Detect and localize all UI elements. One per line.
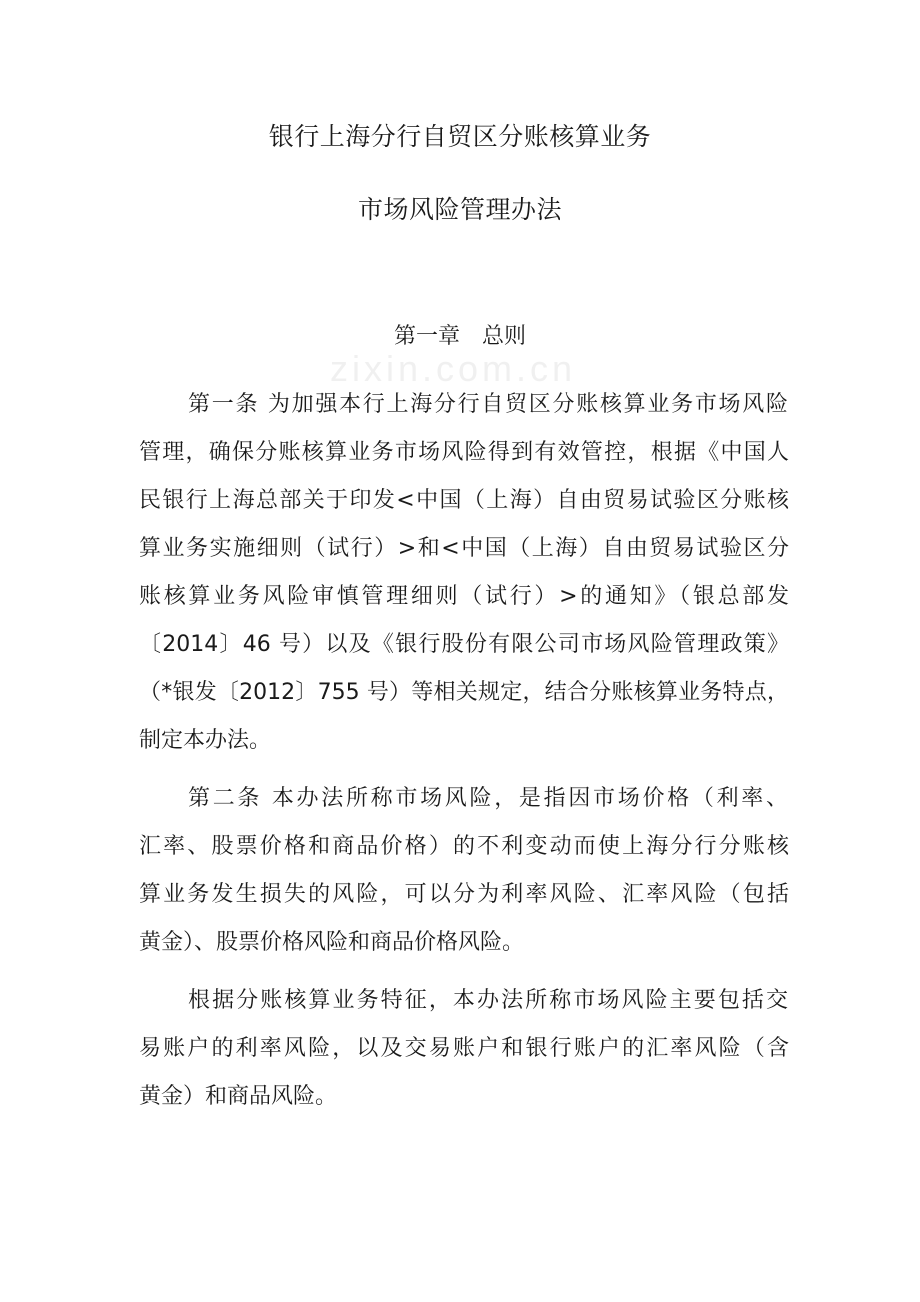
- paragraph3-line-2: 易账户的利率风险，以及交易账户和银行账户的汇率风险（含: [139, 1036, 789, 1061]
- article2-line-3: 算业务发生损失的风险，可以分为利率风险、汇率风险（包括: [139, 882, 789, 907]
- watermark: zixin.com.cn: [330, 348, 577, 389]
- paragraph3-line-3: 黄金）和商品风险。: [139, 1084, 338, 1109]
- article1-line-7: （*银发〔2012〕755 号）等相关规定，结合分账核算业务特点，: [139, 680, 789, 705]
- article1-line-6: 〔2014〕46 号）以及《银行股份有限公司市场风险管理政策》: [139, 632, 789, 657]
- article1-line-5: 账核算业务风险审慎管理细则（试行）>的通知》（银总部发: [139, 584, 789, 609]
- article1-line-8: 制定本办法。: [139, 728, 272, 753]
- article1-line-2: 管理，确保分账核算业务市场风险得到有效管控，根据《中国人: [139, 440, 789, 465]
- chapter-heading: 第一章 总则: [393, 324, 526, 349]
- article1-line-3: 民银行上海总部关于印发<中国（上海）自由贸易试验区分账核: [139, 488, 789, 513]
- document-title-line-1: 银行上海分行自贸区分账核算业务: [268, 122, 652, 151]
- article2-line-1: 第二条 本办法所称市场风险，是指因市场价格（利率、: [188, 786, 788, 811]
- article1-line-1: 第一条 为加强本行上海分行自贸区分账核算业务市场风险: [188, 392, 788, 417]
- paragraph3-line-1: 根据分账核算业务特征，本办法所称市场风险主要包括交: [188, 988, 788, 1013]
- article2-line-2: 汇率、股票价格和商品价格）的不利变动而使上海分行分账核: [139, 834, 789, 859]
- article2-line-4: 黄金）、股票价格风险和商品价格风险。: [139, 930, 525, 955]
- document-title-line-2: 市场风险管理办法: [357, 195, 562, 224]
- article1-line-4: 算业务实施细则（试行）>和<中国（上海）自由贸易试验区分: [139, 536, 789, 561]
